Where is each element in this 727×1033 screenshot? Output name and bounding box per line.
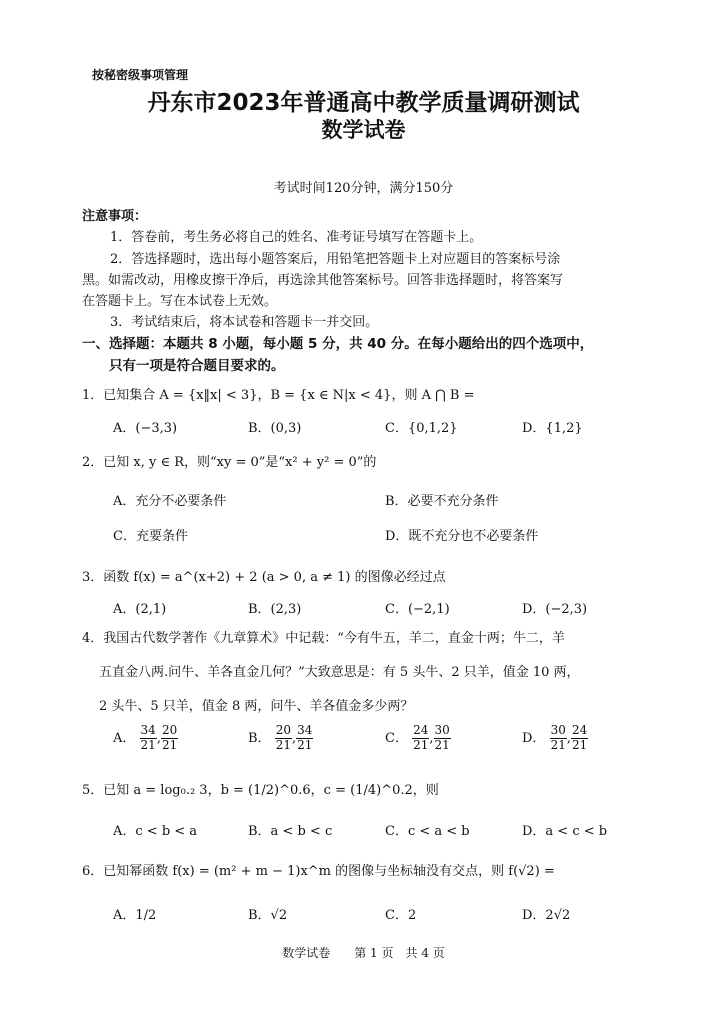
notice-item-3: 3．考试结束后，将本试卷和答题卡一并交回。: [110, 315, 379, 330]
numerator: 20: [161, 723, 178, 737]
section-1-heading: 一、选择题：本题共 8 小题，每小题 5 分，共 40 分。在每小题给出的四个选项中，: [82, 336, 594, 352]
question-4-line-1: 4．我国古代数学著作《九章算术》中记载：“今有牛五，羊二，直金十两；牛二，羊: [82, 631, 565, 646]
fraction: [434, 724, 451, 753]
question-1-option-a: A．(−3,3): [113, 421, 178, 436]
fraction: [140, 724, 157, 753]
question-6-option-b: B．√2: [248, 908, 288, 923]
question-4-option-a: A． $\frac{34}{21}$ , $\frac{20}{21}$: [113, 723, 178, 752]
numerator: 24: [413, 723, 429, 737]
notice-heading: 注意事项：: [82, 209, 148, 224]
question-5-option-c: C．c < a < b: [385, 824, 470, 839]
fraction: [296, 724, 313, 753]
question-5-option-a: A．c < b < a: [113, 824, 198, 839]
question-6-stem: 6．已知幂函数 f(x) = (m² + m − 1)x^m 的图像与坐标轴没有交点，则 f(√2) =: [82, 864, 555, 879]
question-3-option-b: B．(2,3): [248, 602, 302, 617]
denominator: 21: [275, 737, 291, 752]
fraction: [550, 724, 567, 753]
notice-item-2-line-1: 2．答选择题时，选出每小题答案后，用铅笔把答题卡上对应题目的答案标号涂: [110, 252, 561, 267]
denominator: 21: [413, 737, 429, 752]
denominator: 21: [572, 737, 588, 752]
notice-item-2-line-3: 在答题卡上。写在本试卷上无效。: [82, 294, 278, 309]
denominator: 21: [140, 737, 156, 752]
exam-subtitle: 数学试卷: [321, 118, 406, 142]
page-footer: 数学试卷 第 1 页 共 4 页: [282, 946, 445, 960]
question-4-line-3: 2 头牛、5 只羊，值金 8 两，问牛、羊各值金多少两？: [99, 699, 414, 714]
notice-item-1: 1．答卷前，考生务必将自己的姓名、准考证号填写在答题卡上。: [110, 230, 483, 245]
question-6-option-d: D．2√2: [522, 908, 571, 923]
question-6-option-c: C．2: [385, 908, 417, 923]
question-1-option-d: D．{1,2}: [522, 421, 583, 436]
question-2-option-c: C．充要条件: [113, 529, 188, 544]
question-3-option-c: C．(−2,1): [385, 602, 450, 617]
question-5-stem: 5．已知 a = log₀.₂ 3，b = (1/2)^0.6，c = (1/4)^0.2，则: [82, 783, 439, 798]
section-1-heading-line-2: 只有一项是符合题目要求的。: [109, 358, 285, 374]
fraction: [275, 724, 292, 753]
option-label: A．: [113, 730, 136, 746]
exam-title: 丹东市2023年普通高中教学质量调研测试: [147, 90, 580, 116]
numerator: 20: [275, 723, 291, 737]
question-2-stem: 2．已知 x, y ∈ R，则“xy = 0”是“x² + y² = 0”的: [82, 455, 377, 470]
question-4-line-2: 五直金八两.问牛、羊各直金几何？”大致意思是：有 5 头牛、2 只羊，值金 10 两，: [99, 665, 580, 680]
question-3-stem: 3．函数 f(x) = a^(x+2) + 2 (a > 0, a ≠ 1) 的图像必经过点: [82, 570, 446, 585]
fraction: [412, 724, 429, 753]
denominator: 21: [161, 737, 178, 752]
numerator: 24: [572, 723, 588, 737]
option-label: C．: [385, 730, 408, 746]
numerator: 30: [434, 723, 450, 737]
option-label: D．: [522, 730, 546, 746]
question-4-option-d: D． $\frac{30}{21}$ , $\frac{24}{21}$: [522, 723, 588, 752]
question-2-option-d: D．既不充分也不必要条件: [385, 529, 539, 544]
question-1-option-b: B．(0,3): [248, 421, 302, 436]
question-1-stem: 1．已知集合 A = {x‖x| < 3}，B = {x ∈ N|x < 4}，则 A ⋂ B =: [82, 388, 475, 403]
confidentiality-note: 按秘密级事项管理: [92, 68, 189, 82]
question-5-option-b: B．a < b < c: [248, 824, 333, 839]
question-3-option-a: A．(2,1): [113, 602, 167, 617]
numerator: 30: [550, 723, 566, 737]
notice-item-2-line-2: 黑。如需改动，用橡皮擦干净后，再选涂其他答案标号。回答非选择题时，将答案写: [82, 273, 564, 288]
fraction: [571, 724, 588, 753]
option-label: B．: [248, 730, 271, 746]
question-4-option-b: B． $\frac{20}{21}$ , $\frac{34}{21}$: [248, 723, 313, 752]
fraction: [161, 724, 178, 753]
question-3-option-d: D．(−2,3): [522, 602, 588, 617]
denominator: 21: [297, 737, 313, 752]
exam-info: 考试时间120分钟，满分150分: [273, 181, 454, 196]
question-5-option-d: D．a < c < b: [522, 824, 608, 839]
numerator: 34: [140, 723, 156, 737]
question-1-option-c: C．{0,1,2}: [385, 421, 458, 436]
question-6-option-a: A．1/2: [113, 908, 157, 923]
denominator: 21: [550, 737, 566, 752]
question-2-option-a: A．充分不必要条件: [113, 494, 227, 509]
numerator: 34: [297, 723, 313, 737]
question-4-option-c: C． $\frac{24}{21}$ , $\frac{30}{21}$: [385, 723, 450, 752]
denominator: 21: [434, 737, 450, 752]
question-2-option-b: B．必要不充分条件: [385, 494, 499, 509]
